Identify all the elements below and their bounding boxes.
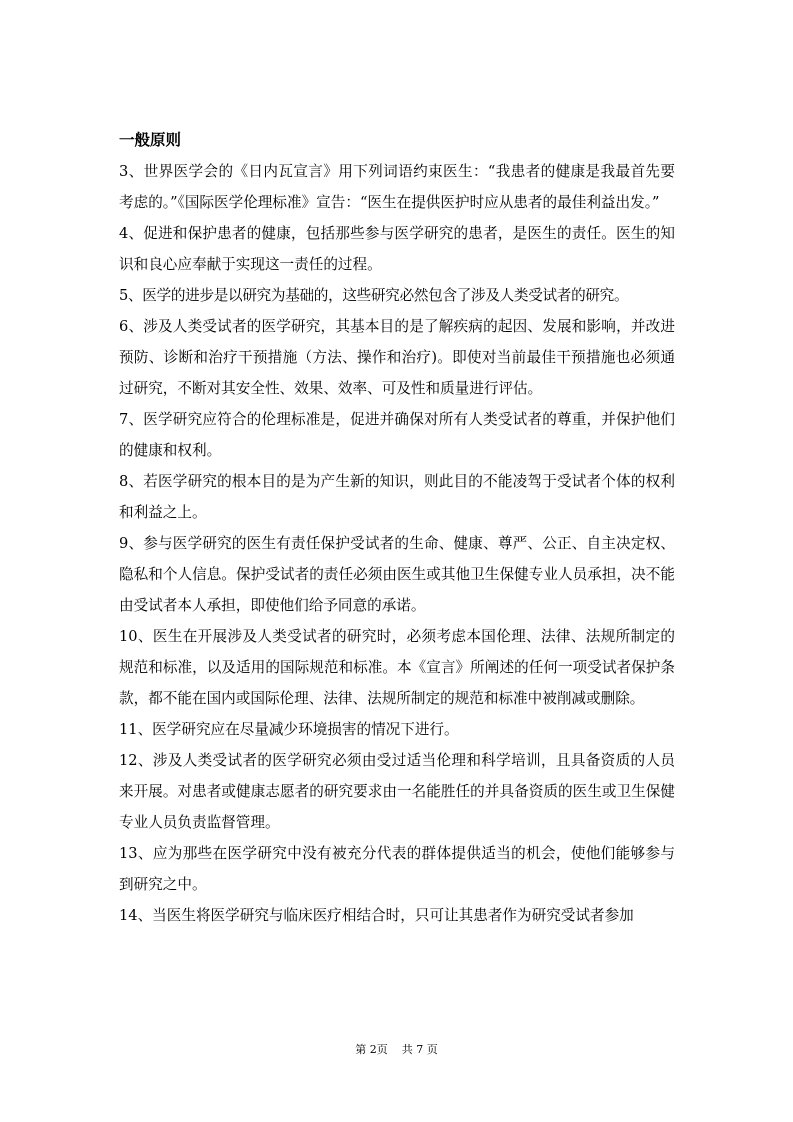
- page-number: 第 2页: [355, 1043, 388, 1056]
- page-footer: [0, 1043, 793, 1057]
- paragraph-14: 14、当医生将医学研究与临床医疗相结合时，只可让其患者作为研究受试者参加: [119, 907, 634, 924]
- paragraph-6: 6、涉及人类受试者的医学研究，其基本目的是了解疾病的起因、发展和影响，并改进预防、诊断和治疗干预措施（方法、操作和治疗)。即使对当前最佳干预措施也必须通过研究，不断对其安全性、效果、效率、可及性和质量进行评估。: [119, 318, 675, 397]
- paragraph-11: 11、医学研究应在尽量减少环境损害的情况下进行。: [119, 721, 459, 738]
- page-total: 共 7 页: [401, 1043, 438, 1056]
- section-heading: 一般原则: [119, 131, 182, 149]
- paragraph-8: 8、若医学研究的根本目的是为产生新的知识，则此目的不能凌驾于受试者个体的权利和利益之上。: [119, 473, 675, 521]
- paragraph-4: 4、促进和保护患者的健康，包括那些参与医学研究的患者，是医生的责任。医生的知识和良心应奉献于实现这一责任的过程。: [119, 225, 675, 273]
- document-body: [119, 125, 675, 931]
- paragraph-3: 3、世界医学会的《日内瓦宣言》用下列词语约束医生：“我患者的健康是我最首先要考虑的。”《国际医学伦理标准》宣告：“医生在提供医护时应从患者的最佳利益出发。”: [119, 163, 675, 211]
- paragraph-13: 13、应为那些在医学研究中没有被充分代表的群体提供适当的机会，使他们能够参与到研究之中。: [119, 845, 675, 893]
- paragraph-12: 12、涉及人类受试者的医学研究必须由受过适当伦理和科学培训，且具备资质的人员来开展。对患者或健康志愿者的研究要求由一名能胜任的并具备资质的医生或卫生保健专业人员负责监督管理。: [119, 752, 675, 831]
- paragraph-5: 5、医学的进步是以研究为基础的，这些研究必然包含了涉及人类受试者的研究。: [119, 287, 629, 304]
- paragraph-10: 10、医生在开展涉及人类受试者的研究时，必须考虑本国伦理、法律、法规所制定的规范和标准，以及适用的国际规范和标准。本《宣言》所阐述的任何一项受试者保护条款，都不能在国内或国际伦理、法律、法规所制定的规范和标准中被削减或删除。: [119, 628, 675, 707]
- paragraph-9: 9、参与医学研究的医生有责任保护受试者的生命、健康、尊严、公正、自主决定权、隐私和个人信息。保护受试者的责任必须由医生或其他卫生保健专业人员承担，决不能由受试者本人承担，即使他们给予同意的承诺。: [119, 535, 675, 614]
- paragraph-7: 7、医学研究应符合的伦理标准是，促进并确保对所有人类受试者的尊重，并保护他们的健康和权利。: [119, 411, 675, 459]
